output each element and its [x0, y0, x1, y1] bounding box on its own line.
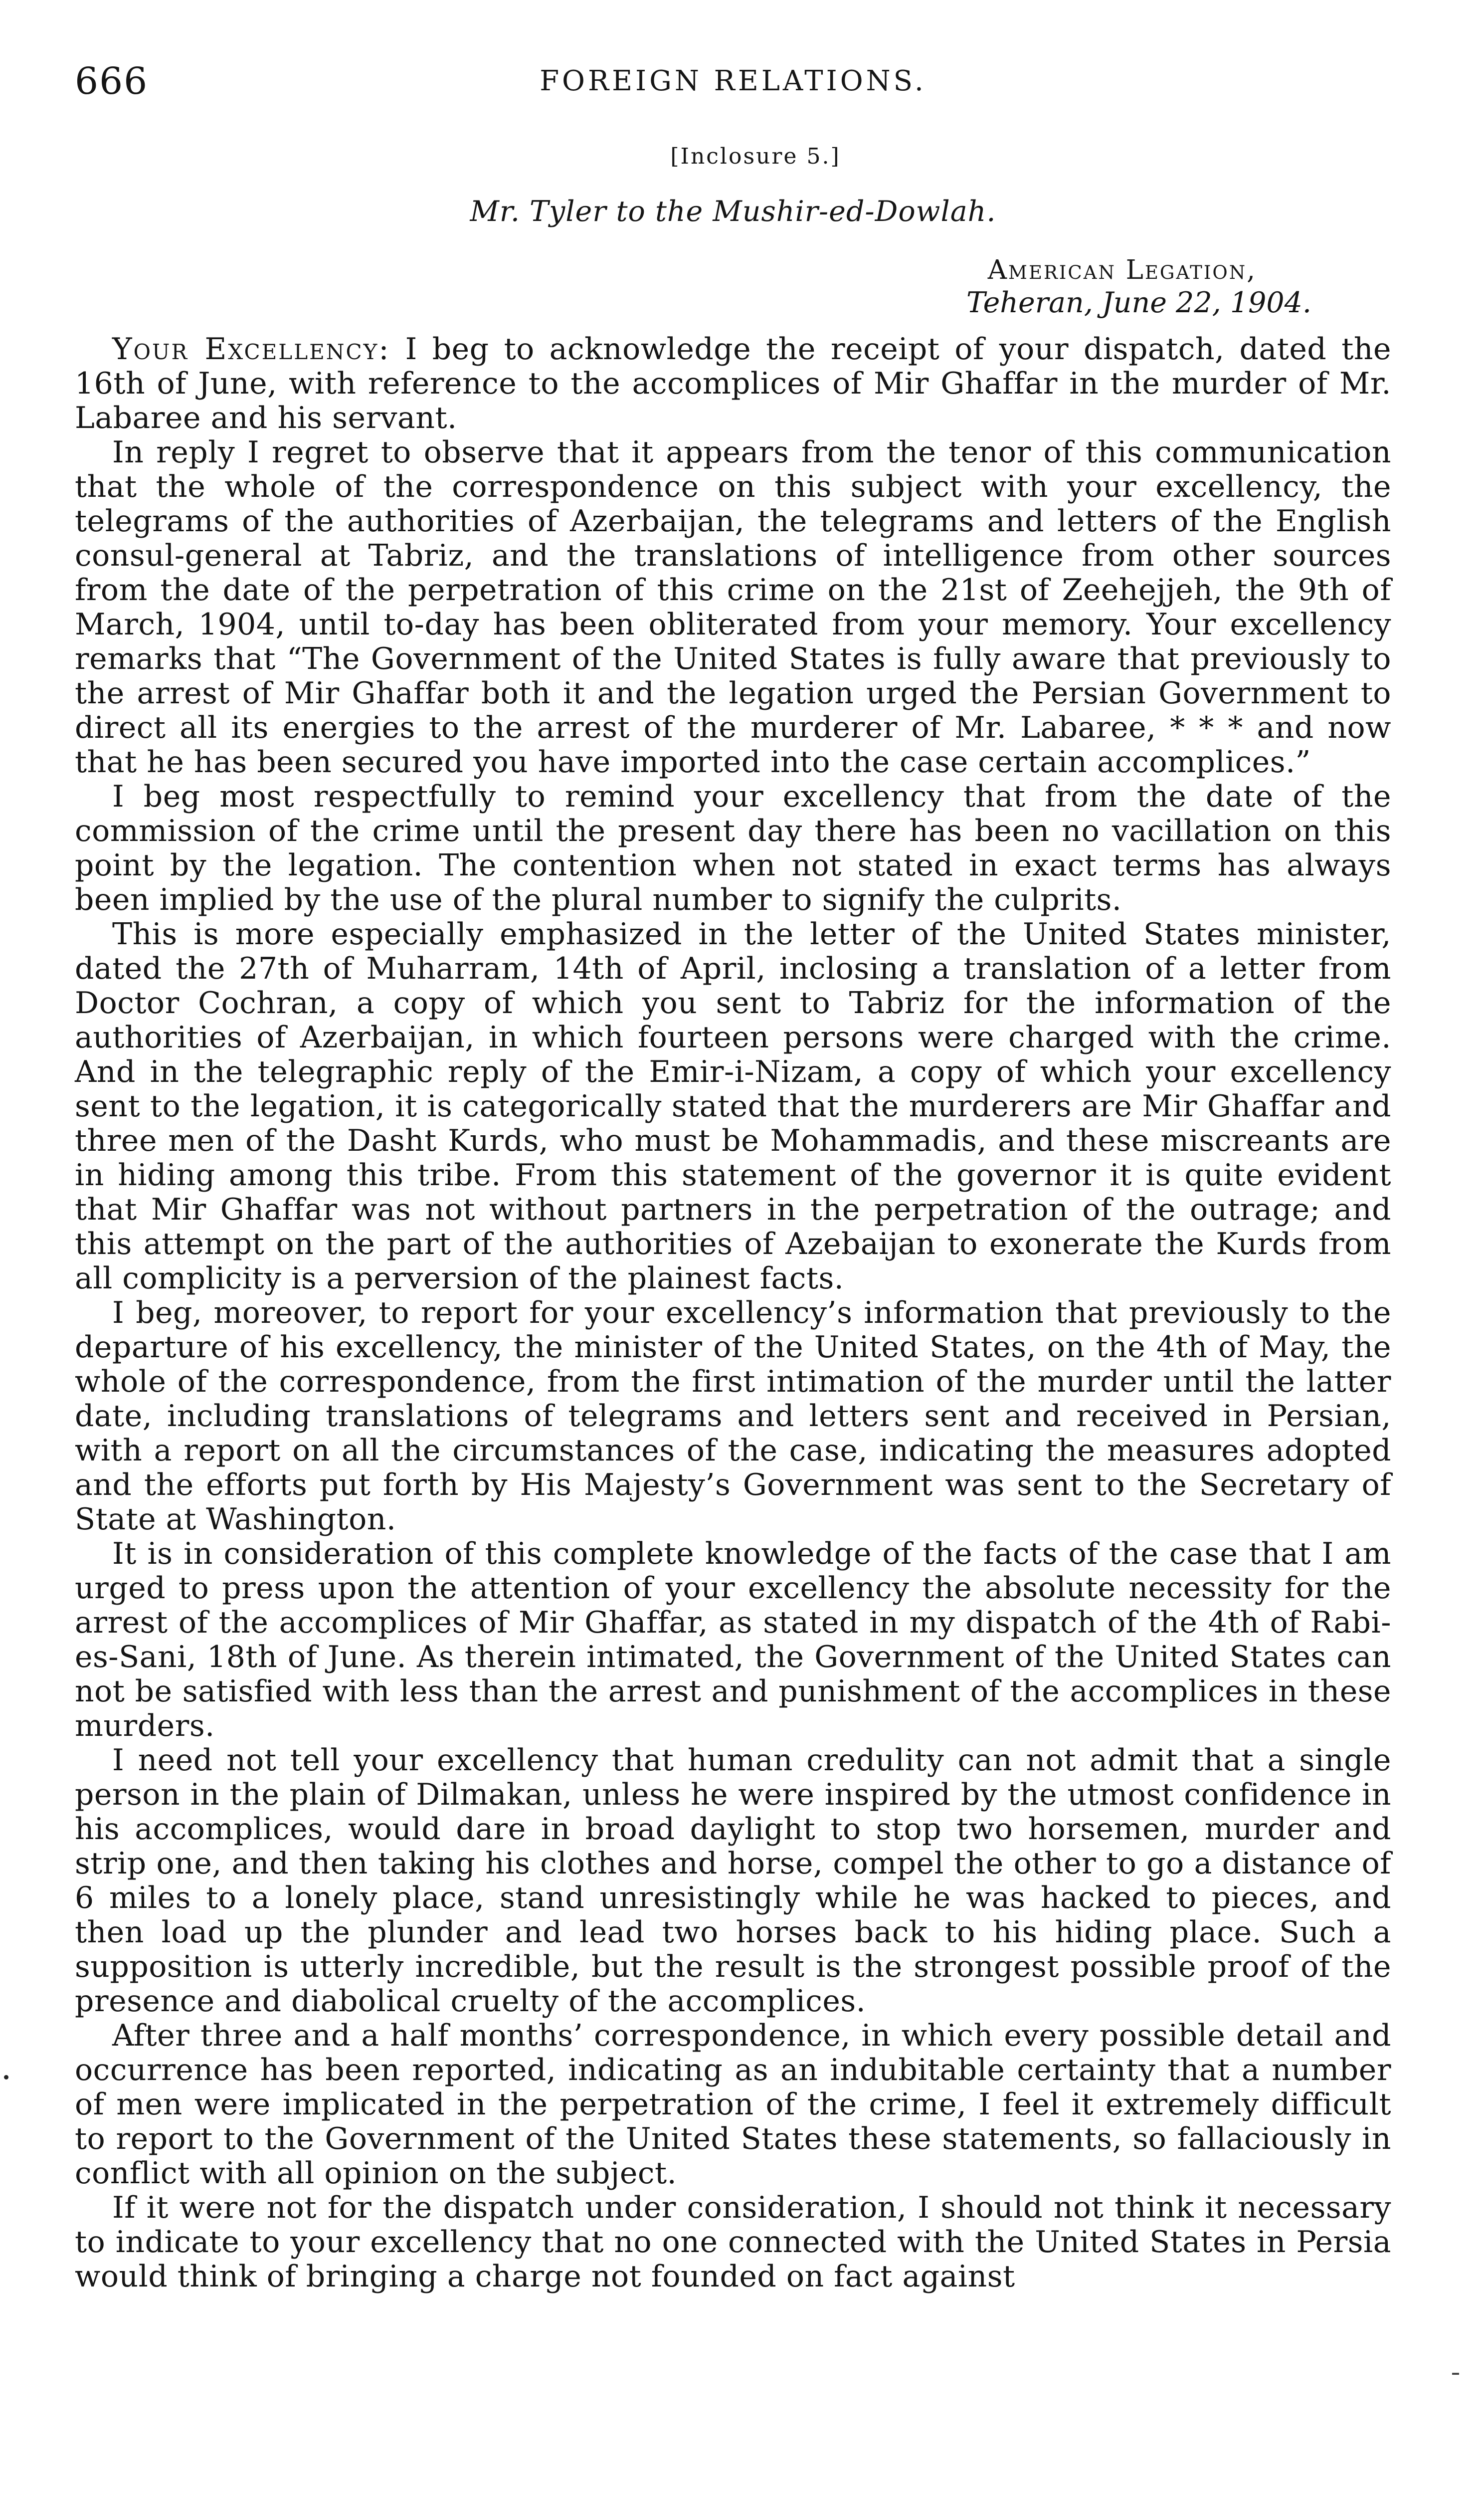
paragraph: I beg, moreover, to report for your excellency’s information that previously to the departure of his excellency, the minister of the United States, on the 4th of May, the whole of the correspondence, from the first intimation of the murder until the latter date, including translations of telegrams and letters sent and received in Persian, with a report on all the circumstances of the case, indicating the measures adopted and the efforts put forth by His Majesty’s Government was sent to the Secretary of State at Washington. — [75, 1295, 1391, 1537]
document-page — [75, 55, 1391, 2449]
page-header — [75, 55, 1391, 115]
paragraph — [75, 332, 1391, 435]
paragraph: In reply I regret to observe that it appears from the tenor of this communication that the whole of the correspondence on this subject with your excellency, the telegrams of the authorities of Azerbaijan, the telegrams and letters of the English consul-general at Tabriz, and the translations of intelligence from other sources from the date of the perpetration of this crime on the 21st of Zeehejjeh, the 9th of March, 1904, until to-day has been obliterated from your memory. Your excellency remarks that “The Government of the United States is fully aware that previously to the arrest of Mir Ghaffar both it and the legation urged the Persian Government to direct all its energies to the arrest of the murderer of Mr. Labaree, * * * and now that he has been secured you have imported into the case certain accomplices.” — [75, 435, 1391, 780]
running-title: FOREIGN RELATIONS. — [540, 65, 927, 97]
dateline-date: Teheran, June 22, 1904. — [966, 286, 1311, 319]
paragraph: It is in consideration of this complete knowledge of the facts of the case that I am urged to press upon the attention of your excellency the absolute necessity for the arrest of the accomplices of Mir Ghaffar, as stated in my dispatch of the 4th of Rabi-es-Sani, 18th of June. As therein intimated, the Government of the United States can not be satisfied with less than the arrest and punishment of the accomplices in these murders. — [75, 1536, 1391, 1743]
inclosure-label: [Inclosure 5.] — [670, 144, 841, 169]
paragraph: I need not tell your excellency that human credulity can not admit that a single person in the plain of Dilmakan, unless he were inspired by the utmost confidence in his accomplices, would dare in broad daylight to stop two horsemen, murder and strip one, and then taking his clothes and horse, compel the other to go a distance of 6 miles to a lonely place, stand unresistingly while he was hacked to pieces, and then load up the plunder and lead two horses back to his hiding place. Such a supposition is utterly incredible, but the result is the strongest possible proof of the presence and diabolical cruelty of the accomplices. — [75, 1743, 1391, 2019]
margin-mark — [1452, 2373, 1459, 2375]
paragraph: After three and a half months’ correspondence, in which every possible detail and occurrence has been reported, indicating as an indubitable certainty that a number of men were implicated in the perpetration of the crime, I feel it extremely difficult to report to the Government of the United States these statements, so fallaciously in conflict with all opinion on the subject. — [75, 2018, 1391, 2191]
letter-title: Mr. Tyler to the Mushir-ed-Dowlah. — [470, 195, 996, 228]
dateline — [75, 255, 1391, 319]
paragraph-text: I beg to acknowledge the receipt of your dispatch, dated the 16th of June, with reference to the accomplices of Mir Ghaffar in the murder of Mr. Labaree and his servant. — [75, 332, 1391, 435]
margin-mark — [4, 2075, 8, 2079]
page-number: 666 — [75, 60, 149, 103]
paragraph: If it were not for the dispatch under consideration, I should not think it necessary to indicate to your excellency that no one connected with the United States in Persia would think of bringing a charge not founded on fact against — [75, 2190, 1391, 2294]
paragraph: This is more especially emphasized in the letter of the United States minister, dated the 27th of Muharram, 14th of April, inclosing a translation of a letter from Doctor Cochran, a copy of which you sent to Tabriz for the information of the authorities of Azerbaijan, in which fourteen persons were charged with the crime. And in the telegraphic reply of the Emir-i-Nizam, a copy of which your excellency sent to the legation, it is categorically stated that the murderers are Mir Ghaffar and three men of the Dasht Kurds, who must be Mohammadis, and these miscreants are in hiding among this tribe. From this statement of the governor it is quite evident that Mir Ghaffar was not without partners in the perpetration of the outrage; and this attempt on the part of the authorities of Azebaijan to exonerate the Kurds from all complicity is a perversion of the plainest facts. — [75, 917, 1391, 1296]
dateline-place: American Legation, — [987, 255, 1257, 285]
paragraph: I beg most respectfully to remind your excellency that from the date of the commission of the crime until the present day there has been no vacillation on this point by the legation. The contention when not stated in exact terms has always been implied by the use of the plural number to signify the culprits. — [75, 779, 1391, 917]
salutation: Your Excellency: — [112, 332, 390, 367]
letter-body — [75, 332, 1391, 2294]
